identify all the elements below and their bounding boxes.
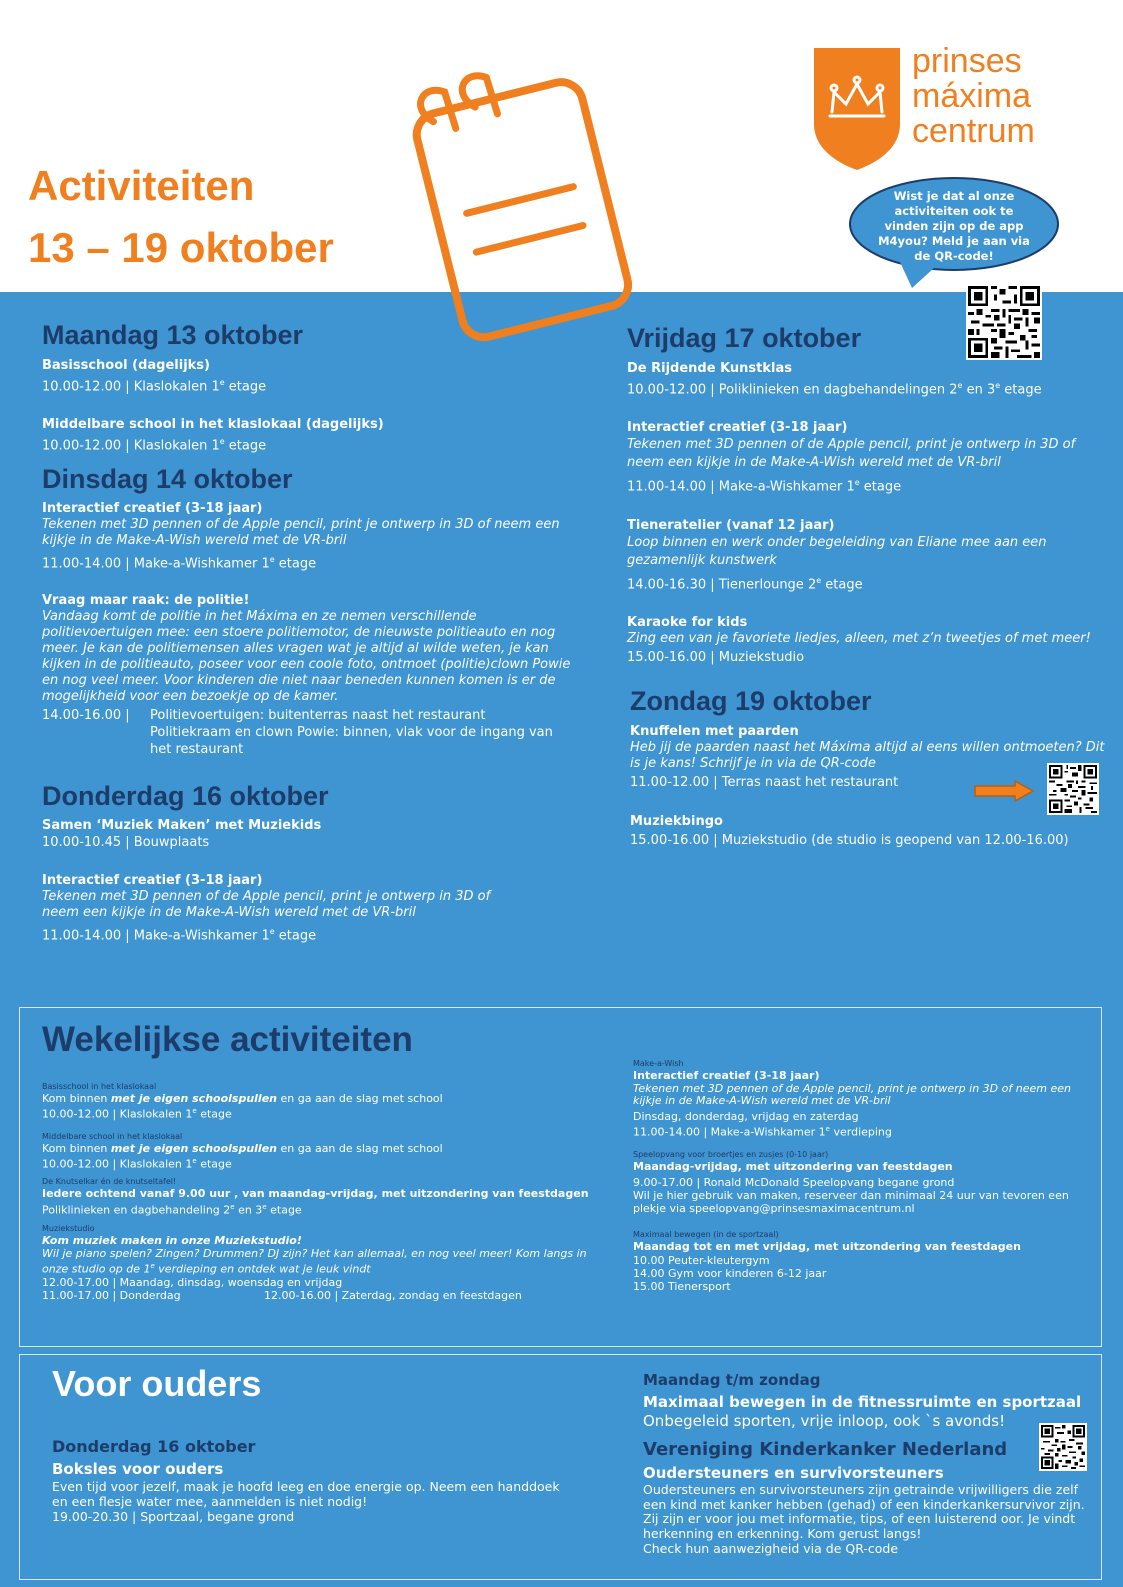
parents-right-column bbox=[643, 1371, 1098, 1556]
activity-description: Vandaag komt de politie in het Máxima en ze nemen verschillende politievoertuigen mee: een stoere politiemotor, de nieuwste politieauto en nog meer. Je kan de politiemensen alles vragen wat je altijd al wilde weten, je kan kijken in de politieauto, poseer voor een coole foto, ontmoet (politie)clown Powie en nog veel meer. Voor kinderen die niet naar beneden kunnen komen is er de mogelijkheid voor een bezoekje op de kamer. bbox=[42, 608, 571, 704]
vkn-cta: Check hun aanwezigheid via de QR-code bbox=[643, 1541, 899, 1556]
parents-activity-time: 19.00-20.30 | Sportzaal, begane grond bbox=[52, 1509, 295, 1524]
weekly-item-description: Wil je piano spelen? Zingen? Drummen? DJ zijn? Het kan allemaal, en nog veel meer! Kom langs in onze studio op de 1e verdieping en ontdek wat je leuk vindt bbox=[42, 1246, 587, 1276]
activity-block bbox=[42, 872, 522, 944]
activity-time: 14.00-16.30 | Tienerlounge 2e etage bbox=[627, 575, 863, 592]
activity-time: 10.00-12.00 | Klaslokalen 1e etage bbox=[42, 437, 267, 454]
qr-code-icon[interactable] bbox=[1047, 763, 1099, 815]
activity-title: Tieneratelier (vanaf 12 jaar) bbox=[627, 517, 835, 533]
activity-description: Tekenen met 3D pennen of de Apple pencil, print je ontwerp in 3D of neem een kijkje in de Make-A-Wish wereld met de VR-bril bbox=[42, 888, 491, 920]
weekly-item-days: Dinsdag, donderdag, vrijdag en zaterdag bbox=[633, 1110, 859, 1123]
weekly-title: Wekelijkse activiteiten bbox=[42, 1020, 413, 1059]
weekly-item-title: Maandag-vrijdag, met uitzondering van feestdagen bbox=[633, 1159, 953, 1173]
parents-box bbox=[19, 1354, 1102, 1580]
activity-time: 11.00-14.00 | Make-a-Wishkamer 1e etage bbox=[42, 926, 317, 944]
weekly-tag: De Knutselkar én de knutseltafel! bbox=[42, 1177, 177, 1187]
left-schedule-column bbox=[42, 320, 582, 944]
weekly-item-place: Poliklinieken en dagbehandeling 2e en 3e etage bbox=[42, 1203, 302, 1217]
right-schedule-column bbox=[627, 323, 1107, 849]
vkn-description: Oudersteuners en survivorsteuners zijn getrainde vrijwilligers die zelf een kind met kanker hebben (gehad) of een kinderkankersurvivor zijn. Zij zijn er voor jou met informatie, tips, of een luisterend oor. Je vindt herkenning en erkenning. Kom gerust langs! bbox=[643, 1482, 1085, 1541]
weekly-item-description: Tekenen met 3D pennen of de Apple pencil, print je ontwerp in 3D of neem een kijkje in de Make-A-Wish wereld met de VR-bril bbox=[633, 1082, 1071, 1107]
activity-description: Tekenen met 3D pennen of de Apple pencil, print je ontwerp in 3D of neem een kijkje in de Make-A-Wish wereld met de VR-bril bbox=[627, 437, 1076, 471]
crown-shield-icon bbox=[812, 46, 902, 172]
weekly-item-title: Maandag tot en met vrijdag, met uitzondering van feestdagen bbox=[633, 1239, 1021, 1253]
activity-description: Zing een van je favoriete liedjes, alleen, met z’n tweetjes of met meer! bbox=[627, 630, 1091, 646]
day-heading-maandag: Maandag 13 oktober bbox=[42, 320, 304, 350]
day-heading-vrijdag: Vrijdag 17 oktober bbox=[627, 323, 862, 353]
activity-time: 10.00-12.00 | Poliklinieken en dagbehandelingen 2e en 3e etage bbox=[627, 381, 1042, 398]
qr-code-icon[interactable] bbox=[1039, 1423, 1087, 1471]
logo-text: prinses máxima centrum bbox=[912, 42, 1035, 150]
activity-block bbox=[630, 723, 1107, 791]
activity-time: 11.00-14.00 | Make-a-Wishkamer 1e etage bbox=[627, 478, 902, 495]
activity-block bbox=[627, 419, 1107, 495]
activity-time: 15.00-16.00 | Muziekstudio (de studio is geopend van 12.00-16.00) bbox=[630, 832, 1069, 848]
activity-time: 14.00-16.00 | Politievoertuigen: buitenterras naast het restaurant Politiekraam en clown Powie: binnen, vlak voor de ingang van het restaurant bbox=[42, 707, 553, 757]
activity-title: Knuffelen met paarden bbox=[630, 723, 799, 739]
weekly-tag: Muziekstudio bbox=[42, 1223, 95, 1233]
activity-description: Heb jij de paarden naast het Máxima altijd al eens willen ontmoeten? Dit is je kans! Schrijf je in via de QR-code bbox=[630, 739, 1105, 771]
weekly-item-note: Wil je hier gebruik van maken, reserveer dan minimaal 24 uur van tevoren een plekje via speelopvang@prinsesmaximacentrum.nl bbox=[633, 1188, 1069, 1215]
day-heading-zondag: Zondag 19 oktober bbox=[630, 685, 872, 716]
vkn-subtitle: Oudersteuners en survivorsteuners bbox=[643, 1464, 944, 1482]
activity-title: Middelbare school in het klaslokaal (dagelijks) bbox=[42, 417, 384, 433]
weekly-tag: Maximaal bewegen (in de sportzaal) bbox=[633, 1229, 779, 1239]
activity-time: 10.00-10.45 | Bouwplaats bbox=[42, 834, 210, 850]
weekly-activities-box bbox=[19, 1007, 1102, 1347]
activity-time: 11.00-12.00 | Terras naast het restaurant bbox=[630, 774, 899, 790]
parents-activity-description: Even tijd voor jezelf, maak je hoofd leeg en doe energie op. Neem een handdoek en een flesje water mee, aanmelden is niet nodig! bbox=[52, 1479, 560, 1509]
activity-title: Interactief creatief (3-18 jaar) bbox=[42, 872, 263, 888]
activity-block bbox=[42, 357, 582, 395]
activity-block bbox=[627, 360, 1107, 398]
weekly-item-text: Kom binnen met je eigen schoolspullen en ga aan de slag met school bbox=[42, 1141, 443, 1155]
activity-title: Interactief creatief (3-18 jaar) bbox=[42, 500, 263, 516]
activity-description: Loop binnen en werk onder begeleiding van Eliane mee aan een gezamenlijk kunstwerk bbox=[627, 534, 1047, 568]
parents-activity-title: Boksles voor ouders bbox=[52, 1460, 224, 1478]
arrow-right-icon bbox=[973, 779, 1035, 803]
weekly-item-line: 15.00 Tienersport bbox=[633, 1279, 731, 1293]
weekly-tag: Make-a-Wish bbox=[633, 1059, 684, 1068]
day-heading-dinsdag: Dinsdag 14 oktober bbox=[42, 463, 293, 494]
activity-block bbox=[630, 813, 1107, 849]
activity-title: Samen ‘Muziek Maken’ met Muziekids bbox=[42, 817, 322, 833]
weekly-item-time: 9.00-17.00 | Ronald McDonald Speelopvang begane grond bbox=[633, 1175, 955, 1189]
weekly-item-title: Iedere ochtend vanaf 9.00 uur , van maandag-vrijdag, met uitzondering van feestdagen bbox=[42, 1187, 589, 1201]
activity-time: 10.00-12.00 | Klaslokalen 1e etage bbox=[42, 378, 267, 395]
page-title: Activiteiten 13 – 19 oktober bbox=[28, 162, 334, 271]
weekly-right-column bbox=[633, 1058, 1098, 1293]
app-callout-text: Wist je dat al onze activiteiten ook te vinden zijn op de app M4you? Meld je aan via de QR-code! bbox=[878, 189, 1030, 263]
activity-title: Muziekbingo bbox=[630, 813, 723, 829]
activity-block bbox=[42, 817, 582, 851]
parents-activity-title: Maximaal bewegen in de fitnessruimte en sportzaal bbox=[643, 1393, 1082, 1411]
activity-block bbox=[42, 416, 582, 454]
activity-block bbox=[42, 592, 582, 758]
activity-block bbox=[627, 517, 1107, 593]
weekly-tag: Middelbare school in het klaslokaal bbox=[42, 1131, 183, 1141]
notepad-icon bbox=[395, 55, 645, 345]
weekly-item-title: Interactief creatief (3-18 jaar) bbox=[633, 1069, 820, 1082]
activity-title: Basisschool (dagelijks) bbox=[42, 358, 210, 373]
activity-title: Karaoke for kids bbox=[627, 614, 748, 630]
weekly-item-text: Kom binnen met je eigen schoolspullen en ga aan de slag met school bbox=[42, 1092, 443, 1105]
parents-title: Voor ouders bbox=[52, 1363, 262, 1404]
weekly-item-time: 10.00-12.00 | Klaslokalen 1e etage bbox=[42, 1107, 232, 1121]
weekly-item-line: 14.00 Gym voor kinderen 6-12 jaar bbox=[633, 1266, 827, 1280]
weekly-tag: Speelopvang voor broertjes en zusjes (0-10 jaar) bbox=[633, 1149, 829, 1159]
weekly-item-line: 10.00 Peuter-kleutergym bbox=[633, 1253, 770, 1267]
weekly-left-column bbox=[42, 1081, 602, 1302]
activity-title: Interactief creatief (3-18 jaar) bbox=[627, 420, 848, 436]
activity-time: 11.00-14.00 | Make-a-Wishkamer 1e etage bbox=[42, 554, 317, 571]
weekly-tag: Basisschool in het klaslokaal bbox=[42, 1082, 157, 1091]
parents-left-column bbox=[52, 1437, 572, 1524]
weekly-item-time: 11.00-17.00 | Donderdag 12.00-16.00 | Zaterdag, zondag en feestdagen bbox=[42, 1288, 522, 1302]
weekly-item-time: 10.00-12.00 | Klaslokalen 1e etage bbox=[42, 1156, 232, 1171]
day-heading-donderdag: Donderdag 16 oktober bbox=[42, 780, 329, 811]
activity-block bbox=[42, 500, 582, 572]
activity-description: Tekenen met 3D pennen of de Apple pencil, print je ontwerp in 3D of neem een kijkje in de Make-A-Wish wereld met de VR-bril bbox=[42, 516, 560, 548]
vkn-title: Vereniging Kinderkanker Nederland bbox=[643, 1439, 1008, 1460]
activity-title: De Rijdende Kunstklas bbox=[627, 361, 793, 376]
weekly-item-time: 12.00-17.00 | Maandag, dinsdag, woensdag en vrijdag bbox=[42, 1275, 343, 1289]
weekly-item-time: 11.00-14.00 | Make-a-Wishkamer 1e verdieping bbox=[633, 1125, 892, 1139]
activity-block bbox=[627, 614, 1107, 666]
parents-day-heading: Donderdag 16 oktober bbox=[52, 1437, 256, 1456]
weekly-item-title: Kom muziek maken in onze Muziekstudio! bbox=[42, 1233, 302, 1247]
parents-day-heading: Maandag t/m zondag bbox=[643, 1371, 821, 1389]
parents-activity-subtitle: Onbegeleid sporten, vrije inloop, ook `s avonds! bbox=[643, 1412, 1006, 1430]
activity-title: Vraag maar raak: de politie! bbox=[42, 592, 250, 608]
activity-time: 15.00-16.00 | Muziekstudio bbox=[627, 649, 805, 665]
